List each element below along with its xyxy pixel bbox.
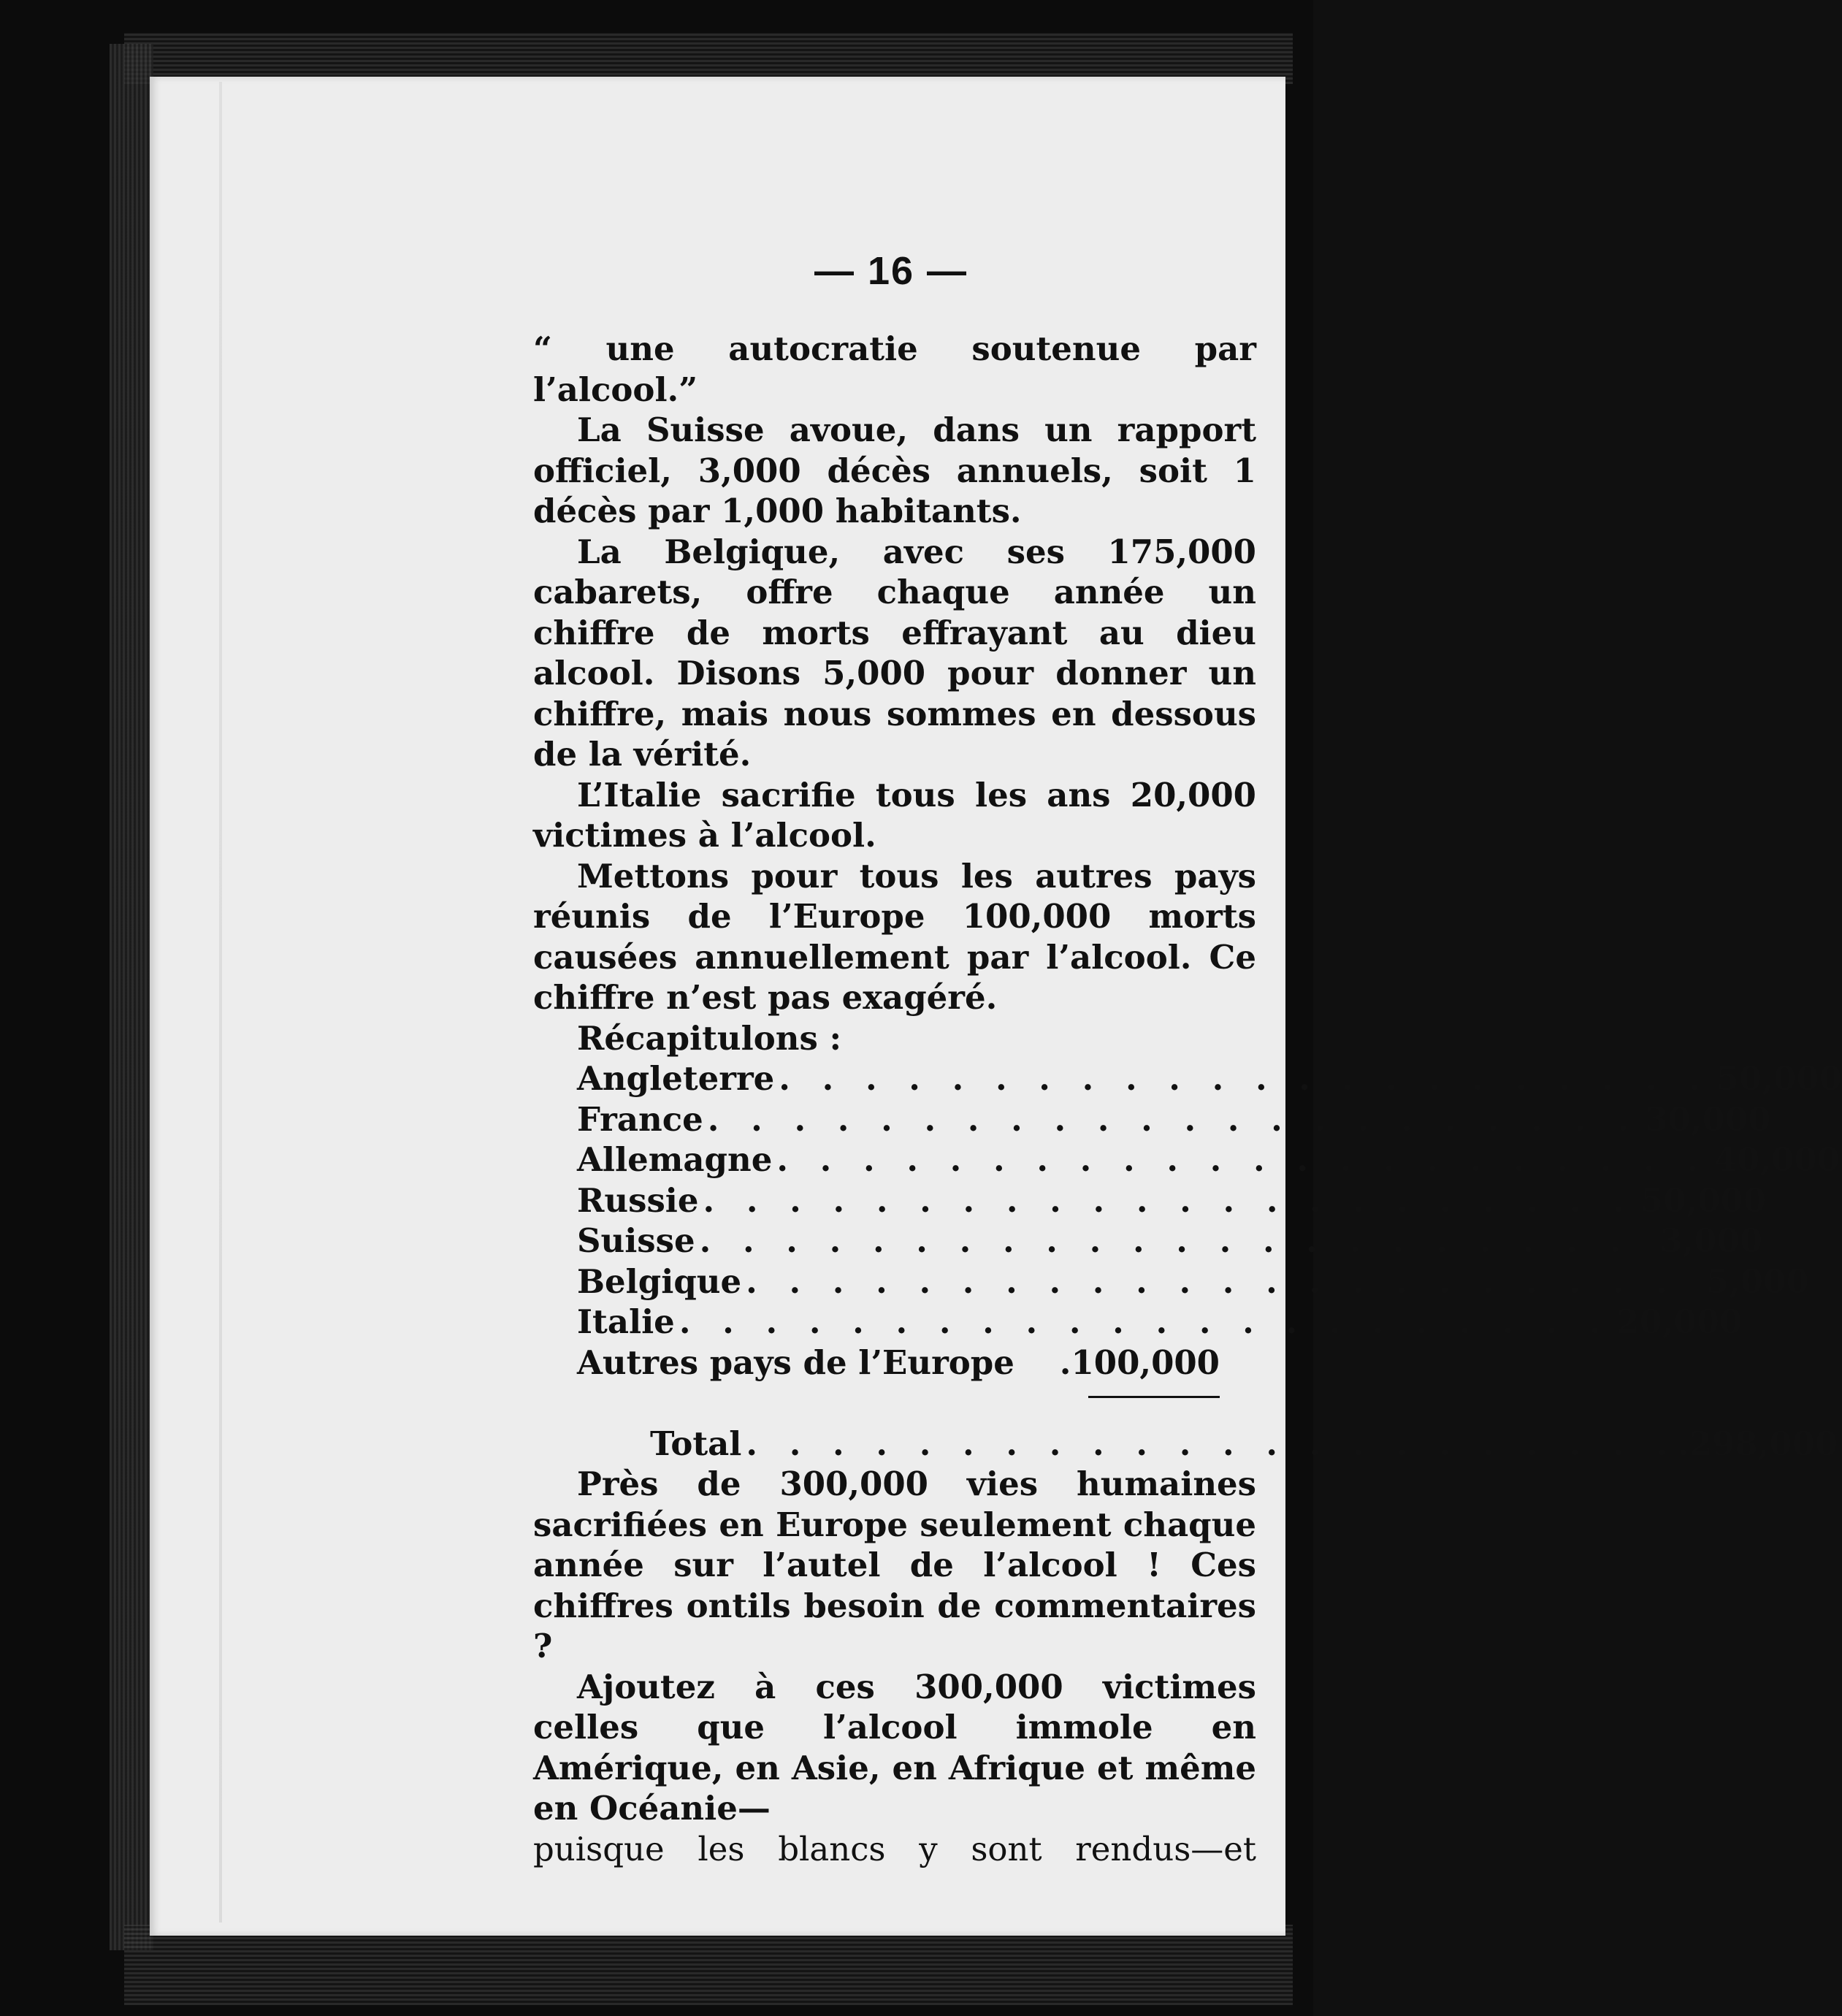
paragraph-belgique: La Belgique, avec ses 175,000 cabarets, offre chaque année un chiffre de morts effrayant au dieu alcool. Disons 5,000 pour donner un chiffre, mais nous sommes en dessous de la vérité. — [533, 532, 1256, 774]
page-number: — 16 — — [814, 249, 968, 293]
recap-row — [577, 1261, 1809, 1302]
total-divider-line — [1088, 1396, 1220, 1424]
recap-row — [577, 1221, 1763, 1261]
recap-leader-dots: . . . . . . . . . . . . . . . . . . . . . . — [779, 1059, 1711, 1098]
paragraph-ajoutez: Ajoutez à ces 300,000 victimes celles que l’alcool immole en Amérique, en Asie, en Afrique et même en Océanie— — [533, 1667, 1256, 1828]
recap-country: France — [577, 1099, 703, 1139]
recap-leader-dots: . . . . . . . . . . . . . . . . . . . . . . — [703, 1180, 1635, 1220]
recap-row — [577, 1302, 1743, 1343]
recap-leader-dots: . . . . . . . . . . . . . . . . . . . . . . — [746, 1424, 1678, 1463]
recap-row — [577, 1139, 1840, 1180]
paragraph-quote: “ une autocratie soutenue par l’alcool.” — [533, 329, 1256, 409]
page-fold-line — [219, 82, 222, 1923]
recap-row — [577, 1180, 1767, 1221]
recap-value: 5,000 — [1705, 1261, 1809, 1301]
paragraph-conclusion: Près de 300,000 vies humaines sacrifiées en Europe seulement chaque année sur l’autel de l’alcool ! Ces chiffres ontils besoin de commentaires ? — [533, 1465, 1256, 1665]
page-body — [533, 329, 1842, 1869]
recap-table — [577, 1058, 1842, 1383]
recap-value: 50,000 — [1640, 1180, 1767, 1220]
recap-value: .100,000 — [1059, 1343, 1220, 1382]
total-label: Total — [650, 1424, 742, 1463]
paragraph-autres-pays: Mettons pour tous les autres pays réunis de l’Europe 100,000 morts causées annuellement par l’alcool. Ce chiffre n’est pas exagéré. — [533, 856, 1256, 1017]
recap-value: 20,000 — [1616, 1302, 1743, 1341]
recap-leader-dots: . . . . . . . . . . . . . . . . . . . . . . — [699, 1221, 1632, 1260]
recap-country: Angleterre — [577, 1059, 775, 1098]
recap-country: Allemagne — [577, 1140, 773, 1179]
recap-row — [577, 1343, 1220, 1383]
recap-country: Suisse — [577, 1221, 695, 1260]
recap-value: 40,000 — [1713, 1140, 1840, 1179]
recap-value: 50,000 — [1716, 1059, 1842, 1098]
total-rule-row — [577, 1383, 1220, 1424]
total-value: .298,000 — [1678, 1424, 1838, 1463]
recap-leader-dots: . . . . . . . . . . . . . . . . . . . . . . — [707, 1099, 1640, 1139]
paragraph-suisse: La Suisse avoue, dans un rapport officiel, 3,000 décès annuels, soit 1 décès par 1,000 habitants. — [533, 411, 1256, 530]
recap-value: 30,000 — [1645, 1099, 1771, 1139]
binding-bottom-edge — [124, 1925, 1293, 2005]
recap-country: Belgique — [577, 1261, 742, 1301]
recap-row — [577, 1099, 1771, 1140]
recap-value: 3,000 — [1659, 1221, 1763, 1260]
binding-left-edge — [110, 44, 153, 1950]
recap-leader-dots: . . . . . . . . . . . . . . . . . . . . . . — [679, 1302, 1611, 1341]
paragraph-last-line: puisque les blancs y sont rendus—et — [533, 1829, 1256, 1868]
recap-leader-dots: . . . . . . . . . . . . . . . . . . . . . . — [776, 1140, 1708, 1179]
recap-country: Autres pays de l’Europe — [577, 1343, 1014, 1382]
recap-country: Italie — [577, 1302, 675, 1341]
recap-leader-dots: . . . . . . . . . . . . . . . . . . . . . . — [746, 1261, 1678, 1301]
recap-row — [577, 1058, 1842, 1099]
recap-country: Russie — [577, 1180, 699, 1220]
recap-title: Récapitulons : — [577, 1018, 842, 1058]
total-row — [650, 1424, 1838, 1465]
paragraph-italie: L’Italie sacrifie tous les ans 20,000 victimes à l’alcool. — [533, 775, 1256, 855]
